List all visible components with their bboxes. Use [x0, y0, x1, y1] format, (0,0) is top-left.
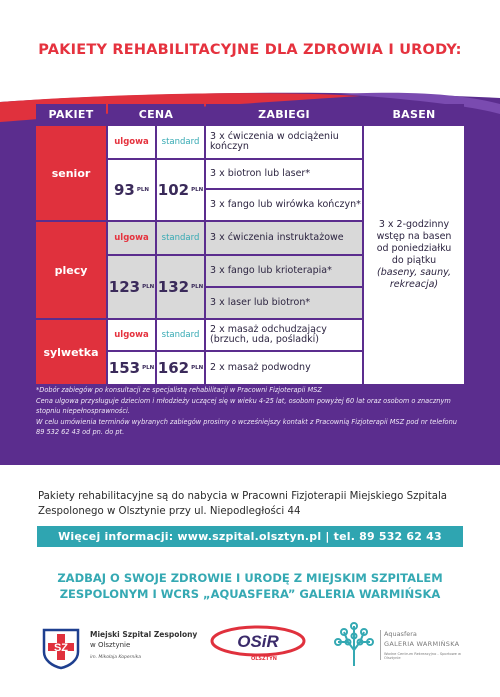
currency-label: PLN: [191, 365, 204, 371]
price-value: 162: [157, 359, 190, 377]
pool-line: rekreacja): [389, 279, 439, 290]
aquasfera-gallery: GALERIA WARMIŃSKA: [384, 640, 460, 648]
header-zabiegi: ZABIEGI: [206, 104, 362, 124]
osir-name: OSiR: [237, 632, 279, 651]
price-standard: [157, 256, 204, 318]
header-pakiet: PAKIET: [36, 104, 106, 124]
label-standard: standard: [157, 222, 204, 254]
msz-name: Miejski Szpital Zespolony: [90, 630, 198, 639]
msz-emblem-icon: [38, 624, 84, 670]
treatment-item: 3 x ćwiczenia w odciążeniu kończyn: [206, 126, 362, 158]
page-title: PAKIETY REHABILITACYJNE DLA ZDROWIA I URODY:: [38, 42, 462, 58]
slogan-line: ZADBAJ O SWOJE ZDROWIE I URODĘ Z MIEJSKIM SZPITALEM: [57, 571, 443, 585]
aquasfera-tagline: Wodne Centrum Rekreacyjno - Sportowe w Olsztynie: [384, 652, 461, 660]
label-ulgowa: ulgowa: [108, 126, 155, 158]
label-standard: standard: [157, 320, 204, 350]
currency-label: PLN: [142, 284, 155, 290]
aquasfera-logo: [332, 620, 472, 670]
coral-icon: [332, 620, 376, 668]
currency-label: PLN: [191, 284, 204, 290]
logo-divider: [380, 630, 381, 660]
currency-label: PLN: [191, 187, 204, 193]
aquasfera-name: Aquasfera: [384, 630, 417, 638]
msz-city: w Olsztynie: [90, 641, 131, 649]
packages-table: [36, 104, 464, 384]
svg-text:SZ: SZ: [53, 642, 69, 654]
purchase-info: Pakiety rehabilitacyjne są do nabycia w Pracowni Fizjoterapii Miejskiego Szpitala Zespolonego w Olsztynie przy ul. Niepodległości 44: [38, 491, 448, 517]
osir-city: OLSZTYN: [251, 656, 277, 662]
pool-line: 3 x 2-godzinny: [378, 219, 450, 230]
treatment-item: 3 x fango lub wirówka kończyn*: [206, 190, 362, 220]
header-cena: CENA: [108, 104, 204, 124]
treatment-item: 3 x fango lub krioterapia*: [206, 256, 362, 286]
contact-banner[interactable]: Więcej informacji: www.szpital.olsztyn.pl | tel. 89 532 62 43: [37, 526, 463, 547]
price-ulgowa: [108, 160, 155, 220]
treatment-item: 3 x biotron lub laser*: [206, 160, 362, 188]
header-basen: BASEN: [364, 104, 464, 124]
osir-mark-icon: [209, 624, 307, 658]
pool-line: wstęp na basen: [376, 231, 452, 242]
price-value: 93: [113, 181, 135, 199]
footnote: *Dobór zabiegów po konsultacji ze specjalistą rehabilitacji w Pracowni Fizjoterapii MSZ: [36, 386, 322, 394]
price-ulgowa: [108, 256, 155, 318]
price-value: 123: [108, 278, 141, 296]
package-name-plecy: plecy: [36, 222, 106, 318]
footnotes: [36, 386, 466, 439]
price-ulgowa: [108, 352, 155, 384]
pool-line: do piątku: [391, 255, 437, 266]
msz-logo: [38, 624, 208, 674]
price-value: 102: [157, 181, 190, 199]
currency-label: PLN: [142, 365, 155, 371]
treatment-item: 2 x masaż odchudzający (brzuch, uda, pośladki): [206, 320, 362, 350]
slogan: [0, 570, 500, 602]
footnote: W celu umówienia terminów wybranych zabiegów prosimy o wcześniejszy kontakt z Pracownią Fizjoterapii MSZ pod nr telefonu 89 532 62 43 od pn. do pt.: [36, 418, 457, 436]
footnote: Cena ulgowa przysługuje dzieciom i młodzieży uczącej się w wieku 4-25 lat, osobom powyżej 60 lat oraz osobom o znacznym stopniu niepełnosprawności.: [36, 397, 451, 415]
pool-description: [364, 126, 464, 384]
treatment-item: 3 x ćwiczenia instruktażowe: [206, 222, 362, 254]
treatment-item: 3 x laser lub biotron*: [206, 288, 362, 318]
package-name-senior: senior: [36, 126, 106, 220]
osir-logo: [209, 624, 307, 668]
label-ulgowa: ulgowa: [108, 222, 155, 254]
price-value: 132: [157, 278, 190, 296]
slogan-line: ZESPOLONYM I WCRS „AQUASFERA” GALERIA WARMIŃSKA: [59, 587, 441, 601]
pool-line: od poniedziałku: [376, 243, 452, 254]
package-name-sylwetka: sylwetka: [36, 320, 106, 384]
msz-patron: im. Mikołaja Kopernika: [90, 655, 141, 660]
pool-line: (baseny, sauny,: [376, 267, 451, 278]
label-standard: standard: [157, 126, 204, 158]
price-value: 153: [108, 359, 141, 377]
currency-label: PLN: [136, 187, 149, 193]
price-standard: [157, 160, 204, 220]
price-standard: [157, 352, 204, 384]
label-ulgowa: ulgowa: [108, 320, 155, 350]
treatment-item: 2 x masaż podwodny: [206, 352, 362, 384]
